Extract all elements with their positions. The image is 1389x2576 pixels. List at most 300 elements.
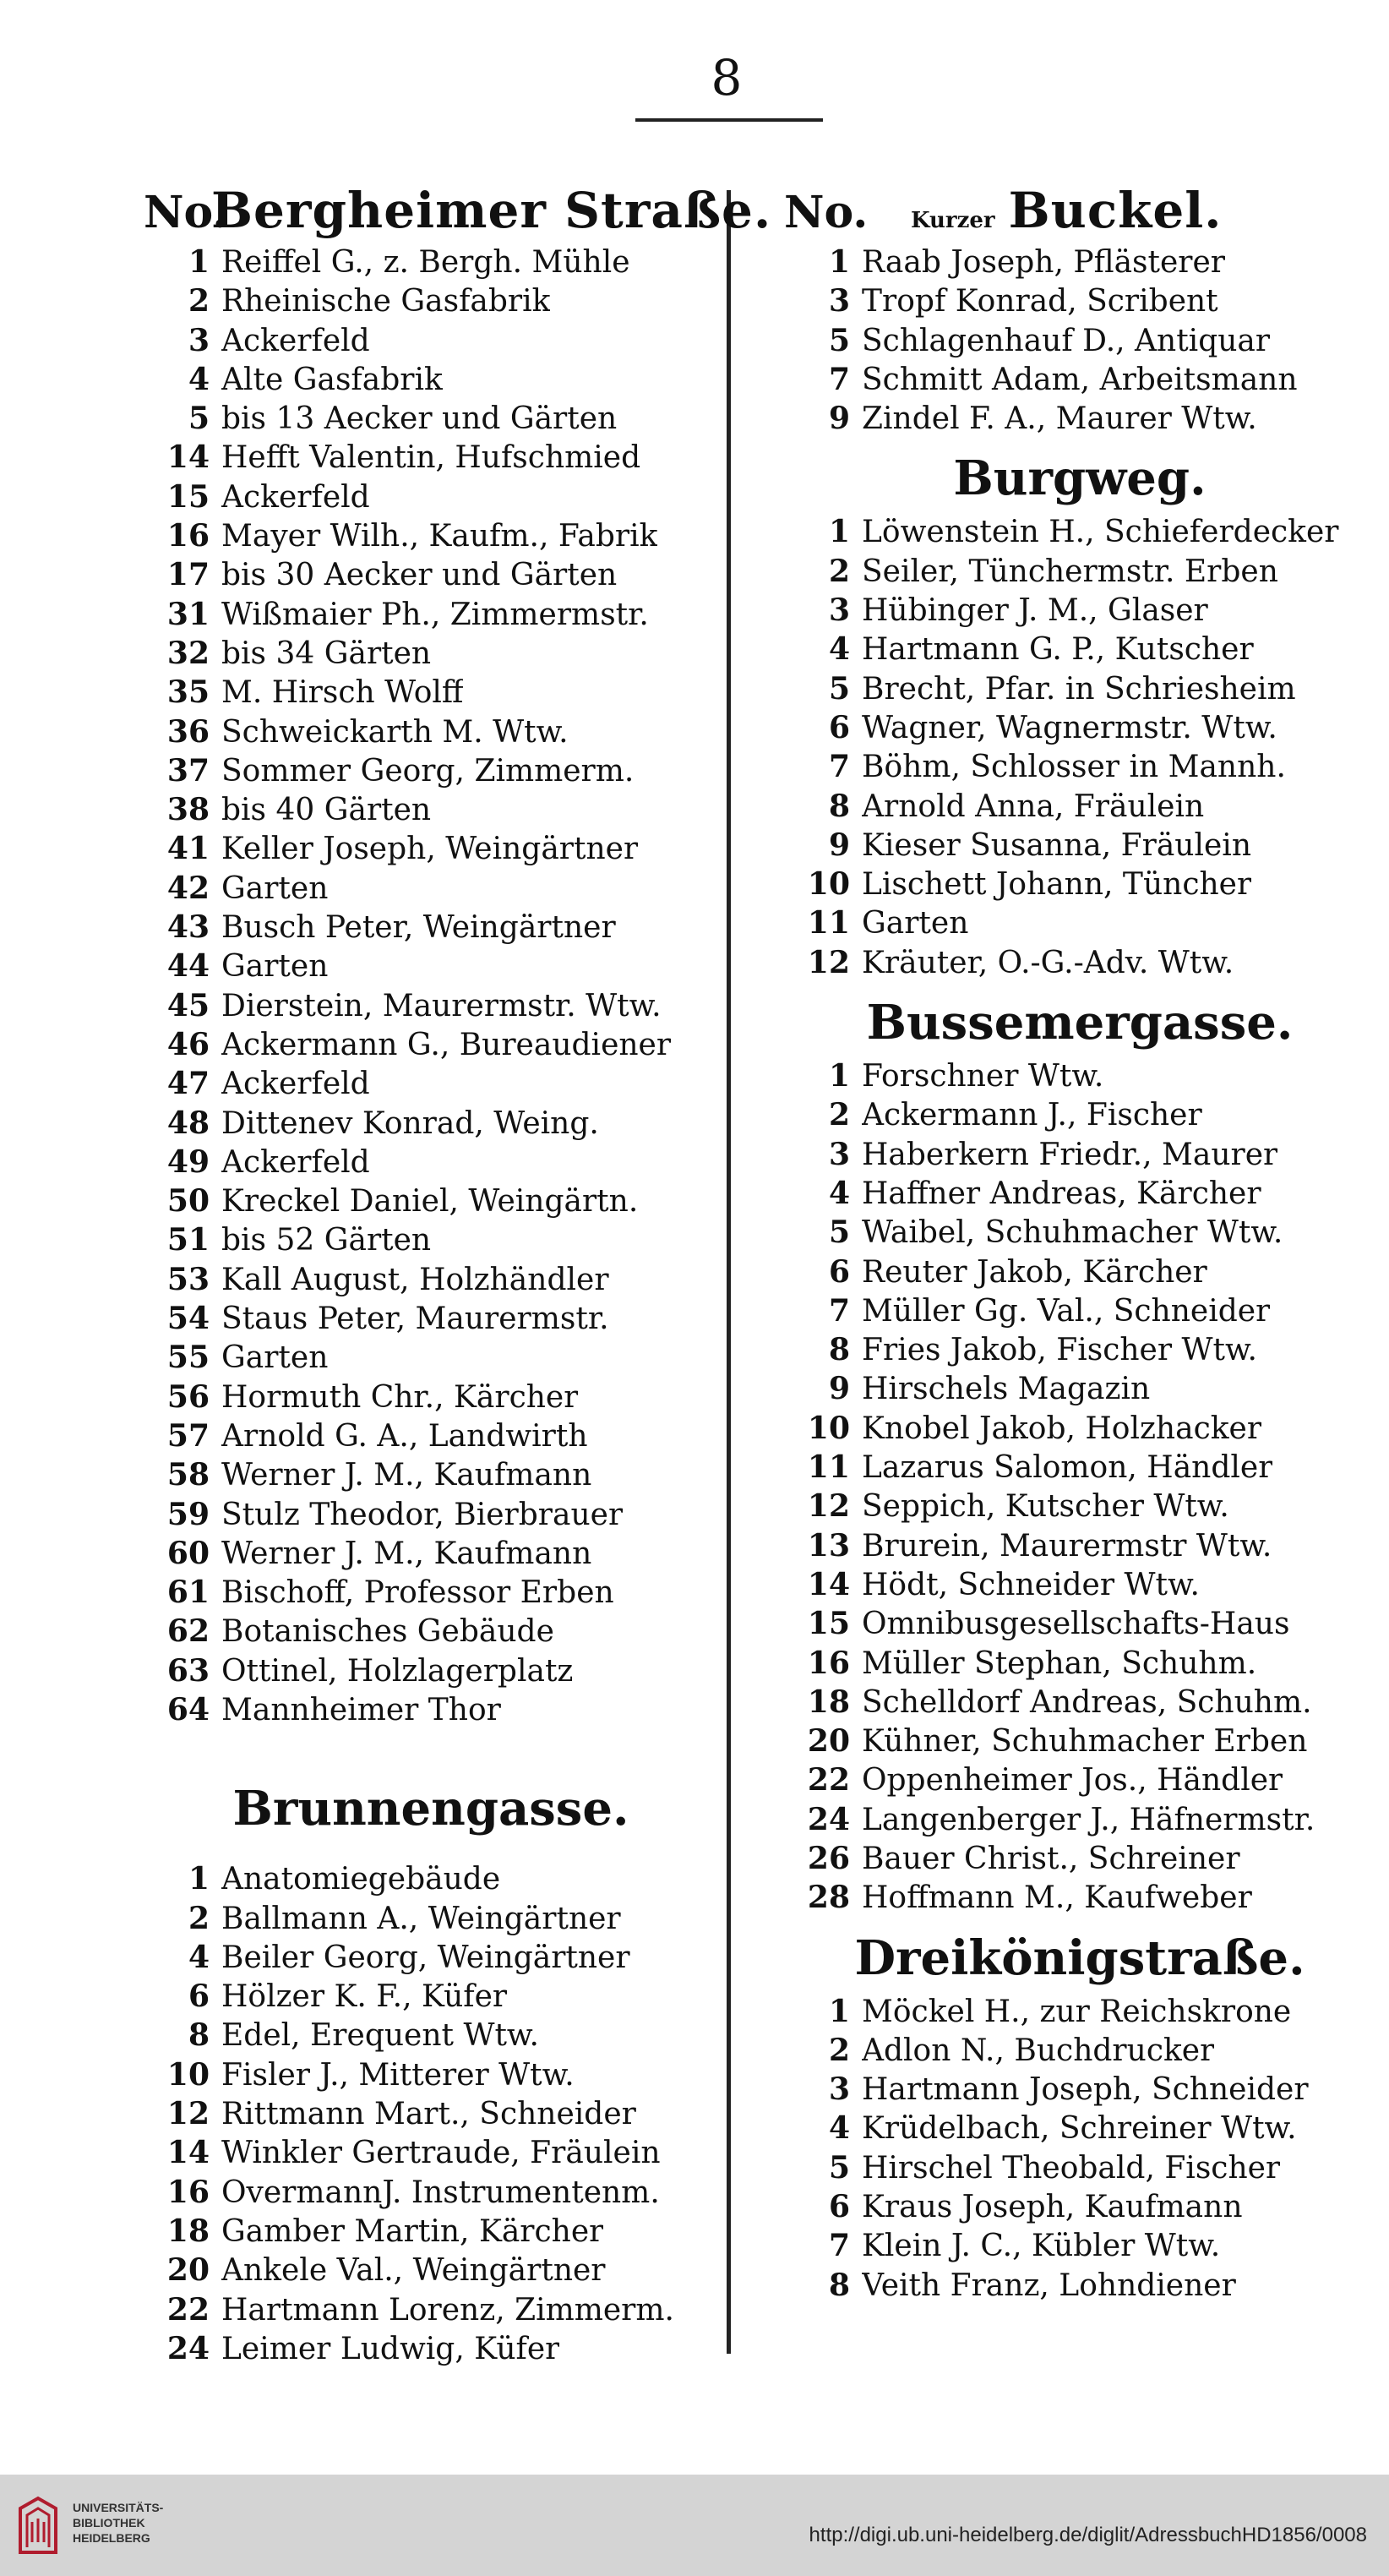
list-item — [144, 2212, 718, 2251]
resident-entry: Zindel F. A., Maurer Wtw. — [862, 401, 1257, 437]
resident-entry: Busch Peter, Weingärtner — [221, 910, 616, 946]
house-number: 14 — [807, 1566, 850, 1602]
resident-entry: Langenberger J., Häfnermstr. — [862, 1802, 1315, 1837]
list-item — [144, 829, 718, 868]
resident-entry: Seppich, Kutscher Wtw. — [862, 1489, 1229, 1525]
resident-entry: Bischoff, Professor Erben — [221, 1575, 614, 1611]
list-item — [784, 1565, 1375, 1604]
column-divider — [727, 190, 731, 2354]
house-number: 18 — [807, 1684, 850, 1720]
resident-entry: Beiler Georg, Weingärtner — [221, 1940, 630, 1975]
list-item — [784, 1992, 1375, 2031]
house-number: 6 — [828, 2189, 850, 2225]
resident-entry: Hartmann G. P., Kutscher — [862, 632, 1254, 668]
resident-entry: Garten — [221, 949, 329, 985]
resident-entry: Gamber Martin, Kärcher — [221, 2213, 604, 2249]
house-number: 1 — [828, 1058, 850, 1094]
list-item — [784, 1526, 1375, 1565]
house-number: 57 — [166, 1417, 210, 1454]
resident-entry: Alte Gasfabrik — [221, 362, 443, 397]
house-number: 48 — [166, 1105, 210, 1141]
list-item — [144, 2016, 718, 2055]
list-item — [144, 399, 718, 438]
house-number: 2 — [828, 2032, 850, 2068]
list-item — [784, 2148, 1375, 2187]
house-number: 46 — [166, 1026, 210, 1062]
right-column — [784, 182, 1375, 2305]
list-item — [144, 2094, 718, 2133]
house-number: 22 — [807, 1762, 850, 1798]
house-number: 45 — [166, 987, 210, 1023]
house-number: 16 — [807, 1645, 850, 1681]
list-item — [784, 1253, 1375, 1291]
resident-entry: Hirschels Magazin — [862, 1372, 1151, 1407]
list-item — [784, 787, 1375, 826]
house-number: 50 — [166, 1183, 210, 1220]
list-item — [784, 2266, 1375, 2305]
house-number: 54 — [166, 1301, 210, 1337]
house-number: 3 — [828, 1136, 850, 1172]
house-number: 20 — [166, 2252, 210, 2289]
list-item — [144, 1182, 718, 1220]
house-number: 12 — [807, 1488, 850, 1525]
list-item — [784, 747, 1375, 786]
list-item — [784, 1839, 1375, 1878]
house-number: 7 — [828, 2228, 850, 2264]
list-item — [144, 1299, 718, 1338]
list-item — [784, 1213, 1375, 1252]
house-number: 5 — [828, 670, 850, 707]
left-column — [144, 182, 772, 2368]
list-item — [144, 790, 718, 829]
resident-entry: Ackermann G., Bureaudiener — [221, 1027, 672, 1062]
house-number: 59 — [166, 1496, 210, 1532]
house-number: 38 — [166, 792, 210, 828]
resident-entry: Tropf Konrad, Scribent — [862, 284, 1218, 319]
list-item — [784, 1800, 1375, 1839]
resident-entry: Arnold Anna, Fräulein — [862, 789, 1205, 824]
house-number: 10 — [807, 866, 850, 903]
list-item — [144, 1573, 718, 1612]
resident-entry: Omnibusgesellschafts-Haus — [862, 1607, 1290, 1642]
house-number: 11 — [807, 1449, 850, 1486]
house-number: 32 — [166, 635, 210, 671]
list-item — [144, 2290, 718, 2329]
resident-entry: Ackerfeld — [221, 1067, 370, 1102]
house-number: 64 — [166, 1691, 210, 1727]
list-item — [144, 1260, 718, 1299]
resident-entry: Adlon N., Buchdrucker — [862, 2033, 1215, 2068]
house-number: 58 — [166, 1457, 210, 1493]
house-number: 3 — [828, 2071, 850, 2108]
house-number: 49 — [166, 1143, 210, 1180]
list-item — [144, 2251, 718, 2289]
list-item — [784, 826, 1375, 865]
list-item — [144, 1977, 718, 2016]
house-number: 43 — [166, 909, 210, 946]
house-number: 55 — [166, 1340, 210, 1376]
list-item — [784, 1683, 1375, 1722]
list-item — [144, 908, 718, 947]
resident-entry: Schelldorf Andreas, Schuhm. — [862, 1684, 1312, 1720]
house-number: 6 — [828, 709, 850, 745]
resident-entry: Wißmaier Ph., Zimmermstr. — [221, 597, 649, 632]
resident-entry: Garten — [221, 1340, 329, 1376]
list-item — [784, 1760, 1375, 1799]
list-item — [144, 751, 718, 790]
list-item — [144, 555, 718, 594]
list-item — [144, 1612, 718, 1651]
house-number: 7 — [828, 1292, 850, 1329]
university-library-logo-icon — [14, 2493, 63, 2557]
number-column-label: No. — [144, 187, 228, 238]
house-number: 31 — [166, 596, 210, 632]
resident-entry: Schmitt Adam, Arbeitsmann — [862, 362, 1298, 397]
resident-entry: Keller Joseph, Weingärtner — [221, 832, 639, 867]
house-number: 2 — [188, 1900, 210, 1936]
list-item — [784, 360, 1375, 399]
list-item — [144, 712, 718, 751]
house-number: 3 — [828, 283, 850, 319]
list-item — [144, 869, 718, 908]
resident-entry: Winkler Gertraude, Fräulein — [221, 2136, 661, 2171]
resident-entry: Hödt, Schneider Wtw. — [862, 1567, 1200, 1602]
list-item — [784, 1487, 1375, 1525]
house-number: 7 — [828, 749, 850, 785]
list-item — [784, 399, 1375, 438]
list-item — [144, 1690, 718, 1729]
resident-entry: Hoffmann M., Kaufweber — [862, 1880, 1252, 1916]
resident-entry: Kall August, Holzhändler — [221, 1262, 609, 1297]
list-item — [784, 1604, 1375, 1643]
resident-entry: M. Hirsch Wolff — [221, 675, 464, 711]
list-item — [784, 630, 1375, 669]
resident-entry: Fries Jakob, Fischer Wtw. — [862, 1333, 1257, 1368]
house-number: 62 — [166, 1613, 210, 1650]
house-number: 44 — [166, 948, 210, 985]
resident-entry: Arnold G. A., Landwirth — [221, 1418, 588, 1454]
house-number: 10 — [807, 1410, 850, 1446]
house-number: 47 — [166, 1066, 210, 1102]
resident-entry: Ankele Val., Weingärtner — [221, 2253, 606, 2289]
resident-entry: Forschner Wtw. — [862, 1059, 1104, 1094]
resident-entry: Leimer Ludwig, Küfer — [221, 2331, 560, 2366]
resident-entry: Klein J. C., Kübler Wtw. — [862, 2229, 1221, 2264]
house-number: 14 — [166, 2135, 210, 2171]
resident-entry: Ackerfeld — [221, 1144, 370, 1180]
list-item — [144, 243, 718, 281]
house-number: 6 — [828, 1253, 850, 1290]
list-item — [784, 321, 1375, 360]
resident-entry: Kreckel Daniel, Weingärtn. — [221, 1184, 639, 1220]
street-title: Buckel. — [1008, 182, 1223, 239]
resident-entry: Hormuth Chr., Kärcher — [221, 1379, 579, 1415]
list-item — [144, 1064, 718, 1103]
list-item — [144, 1416, 718, 1455]
house-number: 22 — [166, 2291, 210, 2328]
library-name — [73, 2500, 163, 2546]
house-number: 37 — [166, 752, 210, 789]
house-number: 1 — [188, 244, 210, 280]
house-number: 14 — [166, 439, 210, 476]
resident-entry: Dittenev Konrad, Weing. — [221, 1105, 599, 1141]
list-item — [144, 1220, 718, 1259]
resident-entry: Fisler J., Mitterer Wtw. — [221, 2057, 575, 2093]
list-item — [784, 1878, 1375, 1917]
resident-entry: Dierstein, Maurermstr. Wtw. — [221, 988, 662, 1023]
list-item — [144, 1899, 718, 1938]
list-item — [144, 1859, 718, 1898]
house-number: 17 — [166, 557, 210, 593]
list-item — [144, 1651, 718, 1690]
library-name-line: UNIVERSITÄTS- — [73, 2501, 164, 2514]
resident-entry: Kräuter, O.-G.-Adv. Wtw. — [862, 945, 1234, 980]
resident-entry: Hefft Valentin, Hufschmied — [221, 440, 641, 476]
list-item — [144, 1534, 718, 1573]
resident-entry: Brurein, Maurermstr Wtw. — [862, 1528, 1272, 1564]
resident-entry: Raab Joseph, Pflästerer — [862, 245, 1226, 280]
list-item — [144, 1143, 718, 1182]
list-item — [784, 2226, 1375, 2265]
list-item — [144, 516, 718, 555]
resident-entry: bis 52 Gärten — [221, 1223, 432, 1258]
list-item — [784, 1448, 1375, 1487]
list-item — [144, 1495, 718, 1534]
house-number: 7 — [828, 361, 850, 397]
house-number: 63 — [166, 1652, 210, 1689]
resident-entry: bis 40 Gärten — [221, 793, 432, 828]
resident-entry: Wagner, Wagnermstr. Wtw. — [862, 710, 1277, 745]
list-item — [784, 2031, 1375, 2070]
resident-entry: Mannheimer Thor — [221, 1692, 501, 1727]
resident-entry: Seiler, Tünchermstr. Erben — [862, 554, 1278, 589]
resident-entry: Botanisches Gebäude — [221, 1614, 554, 1650]
list-item — [784, 243, 1375, 281]
list-item — [784, 591, 1375, 630]
house-number: 42 — [166, 870, 210, 906]
resident-entry: Böhm, Schlosser in Mannh. — [862, 750, 1286, 785]
section-gap — [144, 1842, 718, 1859]
list-item — [144, 634, 718, 673]
house-number: 26 — [807, 1840, 850, 1876]
house-number: 8 — [188, 2017, 210, 2054]
resident-entry: Ackermann J., Fischer — [862, 1098, 1202, 1133]
list-item — [784, 2109, 1375, 2148]
house-number: 24 — [807, 1801, 850, 1837]
resident-entry: Mayer Wilh., Kaufm., Fabrik — [221, 519, 658, 554]
house-number: 51 — [166, 1222, 210, 1258]
resident-entry: Lazarus Salomon, Händler — [862, 1450, 1273, 1486]
house-number: 3 — [828, 592, 850, 629]
house-number: 3 — [188, 322, 210, 358]
house-number: 5 — [828, 2149, 850, 2186]
resident-entry: Anatomiegebäude — [221, 1862, 501, 1897]
list-item — [144, 438, 718, 477]
house-number: 4 — [828, 1175, 850, 1211]
resident-entry: bis 13 Aecker und Gärten — [221, 401, 618, 437]
house-number: 1 — [828, 514, 850, 550]
house-number: 1 — [188, 1861, 210, 1897]
list-item — [784, 281, 1375, 320]
house-number: 1 — [828, 244, 850, 280]
resident-entry: Hirschel Theobald, Fischer — [862, 2150, 1281, 2186]
house-number: 16 — [166, 2174, 210, 2210]
resident-entry: Haberkern Friedr., Maurer — [862, 1137, 1278, 1172]
list-item — [144, 360, 718, 399]
house-number: 12 — [166, 2096, 210, 2132]
entry-list-bergheimer — [144, 243, 718, 1729]
list-item — [144, 1338, 718, 1377]
list-item — [784, 1056, 1375, 1095]
house-number: 11 — [807, 905, 850, 941]
resident-entry: Werner J. M., Kaufmann — [221, 1536, 592, 1571]
house-number: 18 — [166, 2213, 210, 2249]
list-item — [144, 986, 718, 1025]
list-item — [144, 2173, 718, 2212]
list-item — [784, 669, 1375, 708]
house-number: 6 — [188, 1978, 210, 2015]
resident-entry: Knobel Jakob, Holzhacker — [862, 1411, 1262, 1446]
house-number: 28 — [807, 1880, 850, 1916]
list-item — [784, 2187, 1375, 2226]
house-number: 4 — [828, 631, 850, 668]
street-title-dreikoenigstrasse: Dreikönigstraße. — [854, 1929, 1305, 1986]
resident-entry: Sommer Georg, Zimmerm. — [221, 753, 635, 789]
house-number: 15 — [807, 1606, 850, 1642]
house-number: 8 — [828, 788, 850, 824]
source-url-link[interactable]: http://digi.ub.uni-heidelberg.de/diglit/AdressbuchHD1856/0008 — [809, 2524, 1367, 2546]
list-item — [144, 2055, 718, 2094]
list-item — [144, 595, 718, 634]
page-number-rule — [635, 118, 823, 122]
resident-entry: Bauer Christ., Schreiner — [862, 1841, 1240, 1876]
resident-entry: Oppenheimer Jos., Händler — [862, 1763, 1283, 1798]
resident-entry: Ackerfeld — [221, 479, 370, 515]
resident-entry: Brecht, Pfar. in Schriesheim — [862, 671, 1296, 707]
list-item — [784, 1644, 1375, 1683]
house-number: 24 — [166, 2330, 210, 2366]
resident-entry: Schweickarth M. Wtw. — [221, 714, 569, 750]
resident-entry: Kühner, Schuhmacher Erben — [862, 1724, 1308, 1760]
resident-entry: bis 30 Aecker und Gärten — [221, 558, 618, 593]
street-title-bussemergasse: Bussemergasse. — [866, 995, 1294, 1051]
resident-entry: Müller Stephan, Schuhm. — [862, 1645, 1257, 1681]
house-number: 53 — [166, 1261, 210, 1297]
page-number: 8 — [711, 49, 743, 106]
house-number: 9 — [828, 1371, 850, 1407]
resident-entry: Veith Franz, Lohndiener — [862, 2268, 1236, 2303]
house-number: 5 — [828, 322, 850, 358]
entry-list-dreikoenigstrasse — [784, 1992, 1375, 2305]
house-number: 2 — [188, 283, 210, 319]
resident-entry: Krüdelbach, Schreiner Wtw. — [862, 2111, 1297, 2147]
resident-entry: Hübinger J. M., Glaser — [862, 593, 1208, 629]
house-number: 4 — [188, 1939, 210, 1975]
list-item — [784, 1095, 1375, 1134]
list-item — [784, 708, 1375, 747]
list-item — [144, 2133, 718, 2172]
list-item — [784, 1174, 1375, 1213]
street-header-bergheimer — [144, 182, 772, 243]
resident-entry: Hölzer K. F., Küfer — [221, 1979, 508, 2015]
resident-entry: Ballmann A., Weingärtner — [221, 1901, 621, 1936]
entry-list-bussemergasse — [784, 1056, 1375, 1918]
house-number: 61 — [166, 1575, 210, 1611]
resident-entry: Werner J. M., Kaufmann — [221, 1458, 592, 1493]
entry-list-kurzer-buckel — [784, 243, 1375, 438]
list-item — [784, 1330, 1375, 1369]
resident-entry: bis 34 Gärten — [221, 636, 432, 671]
house-number: 41 — [166, 831, 210, 867]
house-number: 4 — [828, 2110, 850, 2147]
resident-entry: Staus Peter, Maurermstr. — [221, 1302, 609, 1337]
resident-entry: Reuter Jakob, Kärcher — [862, 1254, 1207, 1290]
resident-entry: Lischett Johann, Tüncher — [862, 867, 1252, 903]
resident-entry: Waibel, Schuhmacher Wtw. — [862, 1215, 1283, 1251]
house-number: 9 — [828, 401, 850, 437]
library-name-line: BIBLIOTHEK — [73, 2516, 145, 2530]
list-item — [144, 478, 718, 516]
house-number: 56 — [166, 1378, 210, 1415]
library-name-line: HEIDELBERG — [73, 2531, 150, 2545]
entry-list-burgweg — [784, 512, 1375, 982]
house-number: 20 — [807, 1723, 850, 1760]
list-item — [144, 673, 718, 712]
house-number: 12 — [807, 944, 850, 980]
house-number: 16 — [166, 518, 210, 554]
entry-list-brunnengasse — [144, 1859, 718, 2368]
house-number: 36 — [166, 713, 210, 750]
list-item — [144, 1455, 718, 1494]
list-item — [784, 1369, 1375, 1408]
list-item — [144, 1104, 718, 1143]
house-number: 10 — [166, 2056, 210, 2093]
resident-entry: Haffner Andreas, Kärcher — [862, 1176, 1261, 1211]
list-item — [784, 552, 1375, 591]
list-item — [784, 943, 1375, 982]
resident-entry: Rheinische Gasfabrik — [221, 284, 551, 319]
resident-entry: Löwenstein H., Schieferdecker — [862, 515, 1339, 550]
house-number: 8 — [828, 1332, 850, 1368]
house-number: 5 — [828, 1214, 850, 1251]
house-number: 2 — [828, 553, 850, 589]
house-number: 4 — [188, 361, 210, 397]
house-number: 2 — [828, 1097, 850, 1133]
list-item — [784, 903, 1375, 942]
resident-entry: Garten — [862, 906, 969, 941]
resident-entry: Garten — [221, 870, 329, 906]
house-number: 15 — [166, 478, 210, 515]
list-item — [784, 2070, 1375, 2109]
resident-entry: Müller Gg. Val., Schneider — [862, 1293, 1271, 1329]
house-number: 13 — [807, 1527, 850, 1564]
resident-entry: Edel, Erequent Wtw. — [221, 2018, 539, 2054]
number-column-label: No. — [784, 187, 869, 238]
resident-entry: Stulz Theodor, Bierbrauer — [221, 1497, 624, 1532]
list-item — [784, 512, 1375, 551]
resident-entry: Hartmann Joseph, Schneider — [862, 2072, 1309, 2108]
list-item — [784, 865, 1375, 903]
house-number: 35 — [166, 674, 210, 711]
street-title-prefix: Kurzer — [911, 208, 995, 233]
resident-entry: Rittmann Mart., Schneider — [221, 2097, 636, 2132]
list-item — [144, 2329, 718, 2368]
list-item — [144, 281, 718, 320]
resident-entry: Hartmann Lorenz, Zimmerm. — [221, 2292, 674, 2328]
list-item — [144, 1378, 718, 1416]
list-item — [784, 1409, 1375, 1448]
house-number: 5 — [188, 401, 210, 437]
